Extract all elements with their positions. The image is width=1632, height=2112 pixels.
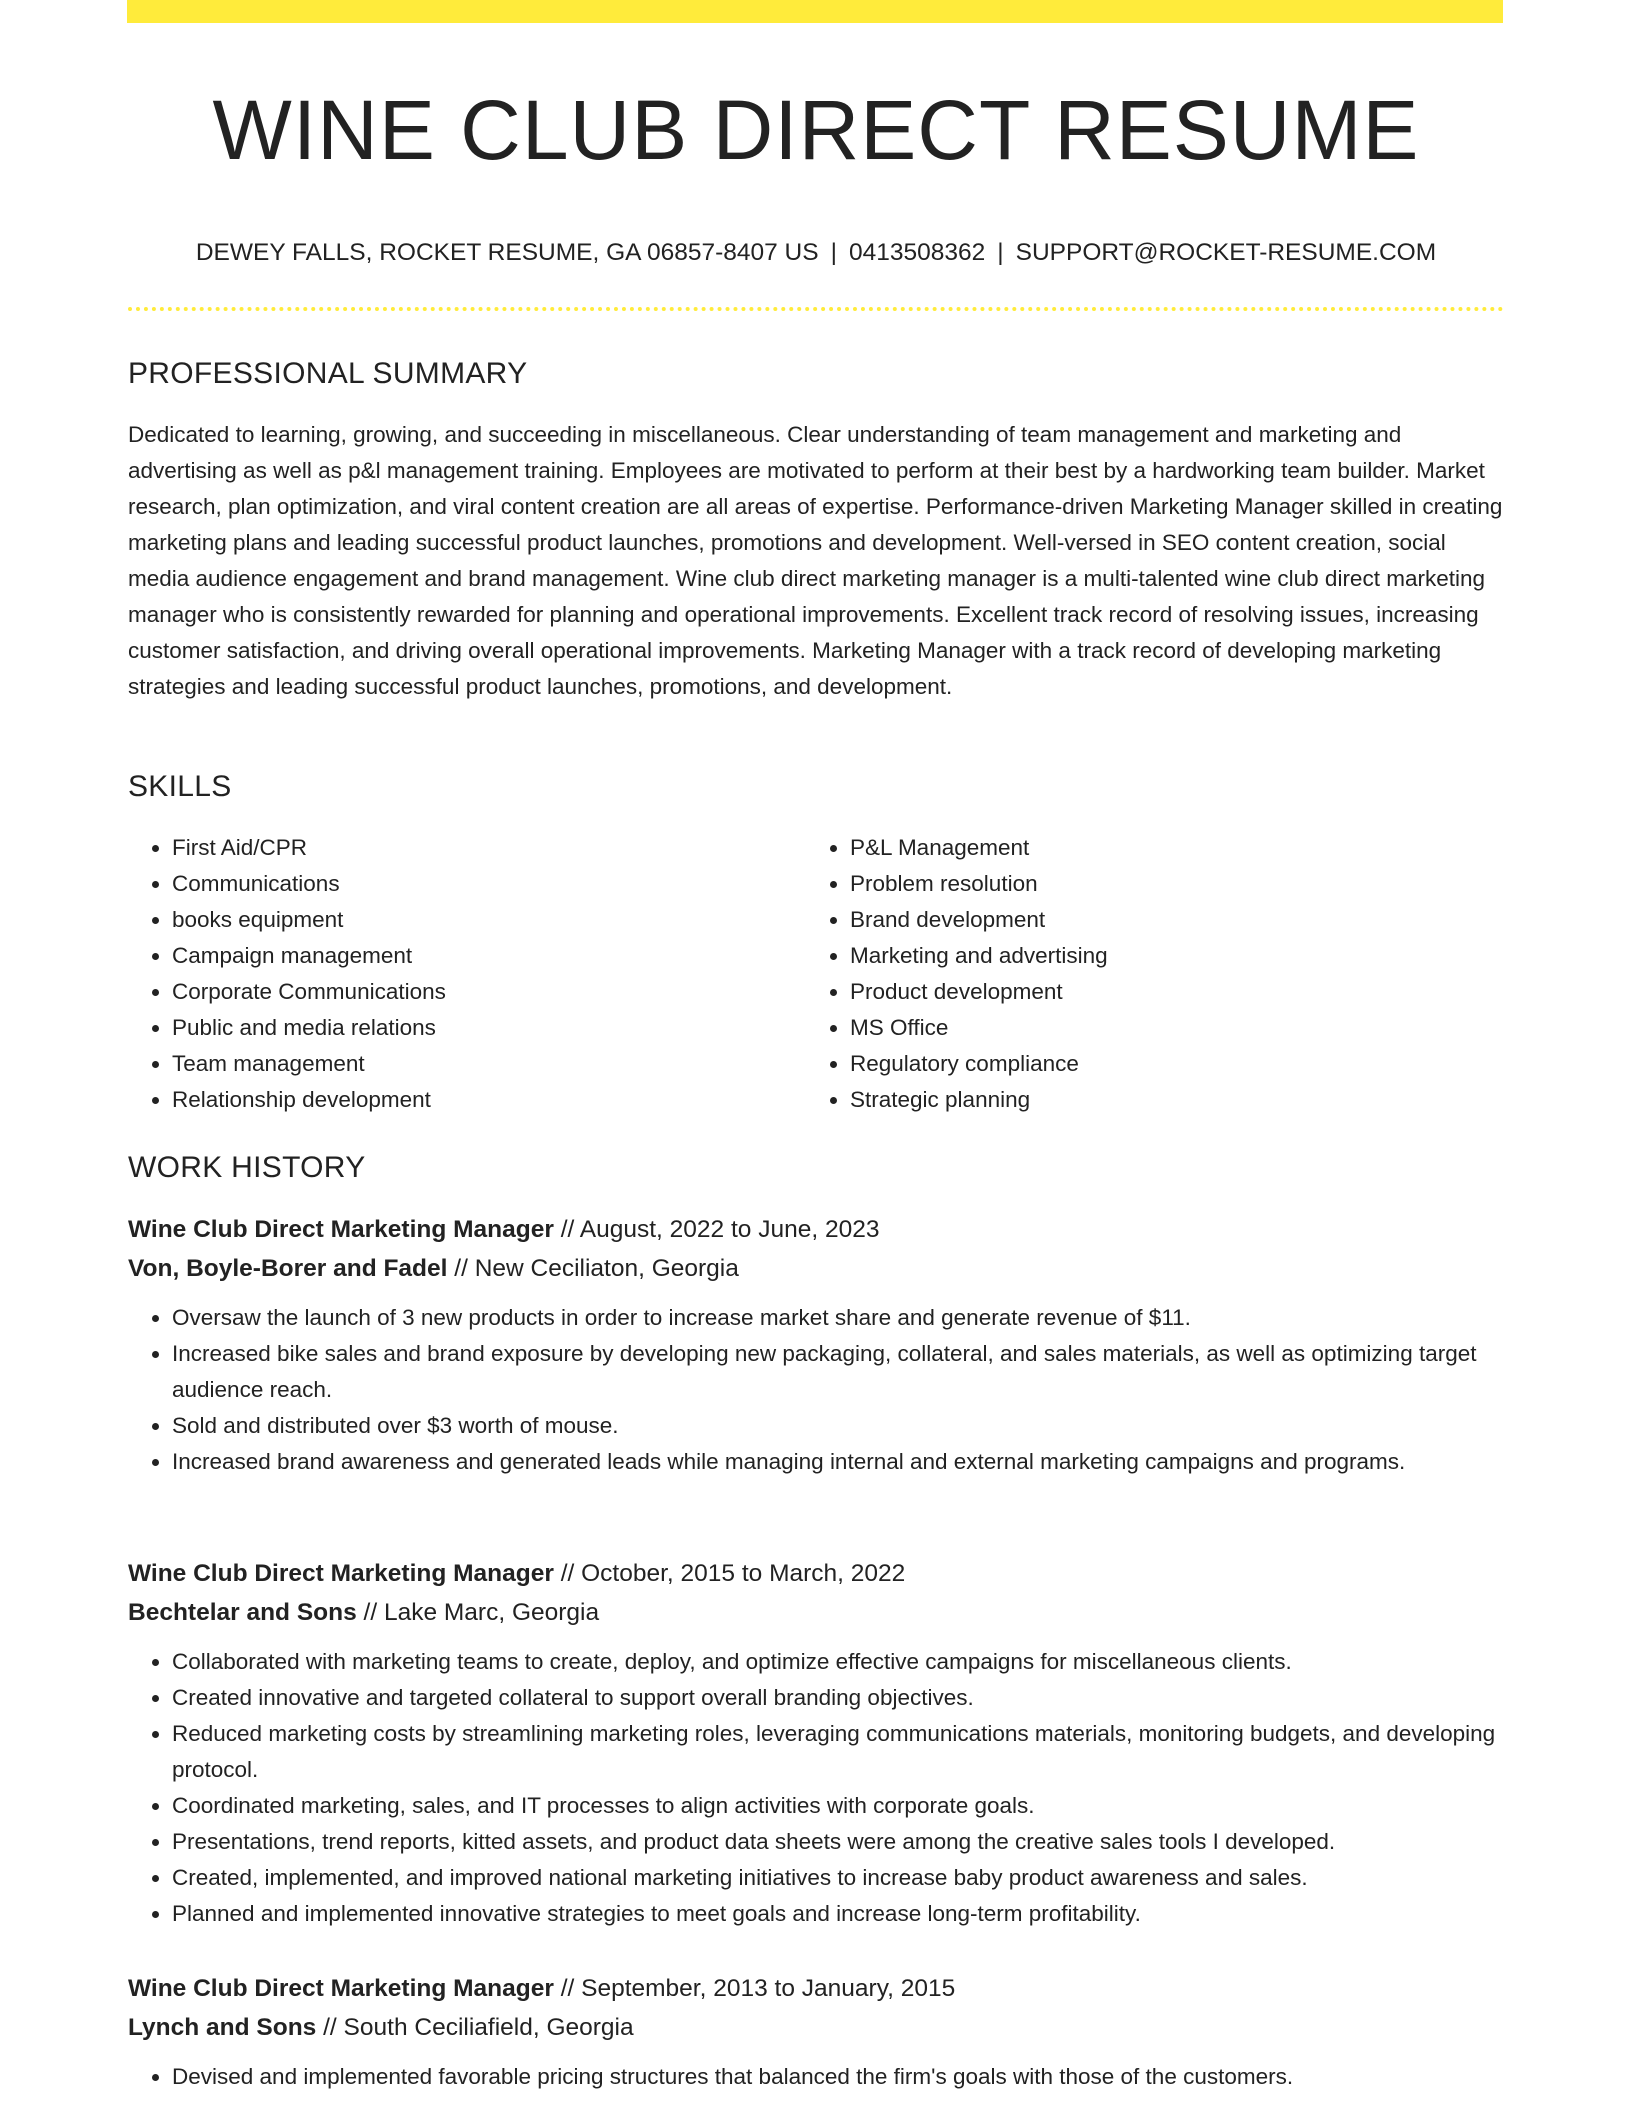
- skill-item: • Team management: [172, 1046, 812, 1082]
- job-company-line: [128, 2008, 1504, 2047]
- contact-address: DEWEY FALLS, ROCKET RESUME, GA 06857-8407 US: [195, 239, 819, 266]
- job-dates: // October, 2015 to March, 2022: [560, 1560, 906, 1587]
- work-history-heading: WORK HISTORY: [128, 1151, 366, 1184]
- contact-phone: 0413508362: [848, 239, 986, 266]
- skill-item: • Problem resolution: [850, 866, 1490, 902]
- job-bullet: • Planned and implemented innovative strategies to meet goals and increase long-term profitability.: [172, 1896, 1504, 1932]
- contact-separator: |: [830, 239, 837, 266]
- job-bullets: [128, 2059, 1504, 2095]
- job-bullet: • Created, implemented, and improved national marketing initiatives to increase baby product awareness and sales.: [172, 1860, 1504, 1896]
- job-role: Wine Club Direct Marketing Manager: [128, 1975, 554, 2002]
- contact-email: SUPPORT@ROCKET-RESUME.COM: [1015, 239, 1437, 266]
- skill-item: • P&L Management: [850, 830, 1490, 866]
- summary-heading: PROFESSIONAL SUMMARY: [128, 357, 528, 390]
- job-location: // New Ceciliaton, Georgia: [454, 1255, 739, 1282]
- job-bullet: • Sold and distributed over $3 worth of mouse.: [172, 1408, 1504, 1444]
- skill-item: • Corporate Communications: [172, 974, 812, 1010]
- skill-item: • books equipment: [172, 902, 812, 938]
- job-location: // Lake Marc, Georgia: [363, 1599, 600, 1626]
- skills-list-left: [128, 830, 812, 1118]
- job-company: Lynch and Sons: [128, 2014, 317, 2041]
- resume-content: [128, 0, 1504, 2089]
- skill-item: • MS Office: [850, 1010, 1490, 1046]
- job-bullet: • Devised and implemented favorable pricing structures that balanced the firm's goals with those of the customers.: [172, 2059, 1504, 2095]
- job-bullet: • Presentations, trend reports, kitted assets, and product data sheets were among the creative sales tools I developed.: [172, 1824, 1504, 1860]
- job-entry: [128, 1969, 1504, 2095]
- skill-item: • Brand development: [850, 902, 1490, 938]
- skill-item: • Strategic planning: [850, 1082, 1490, 1118]
- skill-item: • Regulatory compliance: [850, 1046, 1490, 1082]
- job-dates: // September, 2013 to January, 2015: [560, 1975, 956, 2002]
- job-company-line: [128, 1593, 1504, 1632]
- skill-item: • Communications: [172, 866, 812, 902]
- job-entry: [128, 1554, 1504, 1932]
- job-company: Von, Boyle-Borer and Fadel: [128, 1255, 448, 1282]
- job-company: Bechtelar and Sons: [128, 1599, 357, 1626]
- job-dates: // August, 2022 to June, 2023: [560, 1216, 880, 1243]
- job-bullet: • Increased bike sales and brand exposure by developing new packaging, collateral, and sales materials, as well as optimizing target audience reach.: [172, 1336, 1504, 1408]
- job-title-line: [128, 1210, 1504, 1249]
- contact-line: [128, 237, 1504, 269]
- job-entry: [128, 1210, 1504, 1480]
- header-divider: [128, 307, 1504, 311]
- job-role: Wine Club Direct Marketing Manager: [128, 1216, 554, 1243]
- skills-heading: SKILLS: [128, 770, 232, 803]
- job-bullet: • Coordinated marketing, sales, and IT processes to align activities with corporate goals.: [172, 1788, 1504, 1824]
- skill-item: • Public and media relations: [172, 1010, 812, 1046]
- job-title-line: [128, 1969, 1504, 2008]
- job-bullet: • Collaborated with marketing teams to create, deploy, and optimize effective campaigns for miscellaneous clients.: [172, 1644, 1504, 1680]
- summary-text: Dedicated to learning, growing, and succeeding in miscellaneous. Clear understanding of team management and marketing and advertising as well as p&l management training. Employees are motivated to perform at their best by a hardworking team builder. Market research, plan optimization, and viral content creation are all areas of expertise. Performance-driven Marketing Manager skilled in creating marketing plans and leading successful product launches, promotions and development. Well-versed in SEO content creation, social media audience engagement and brand management. Wine club direct marketing manager is a multi-talented wine club direct marketing manager who is consistently rewarded for planning and operational improvements. Excellent track record of resolving issues, increasing customer satisfaction, and driving overall operational improvements. Marketing Manager with a track record of developing marketing strategies and leading successful product launches, promotions, and development.: [128, 422, 1503, 699]
- job-bullet: • Reduced marketing costs by streamlining marketing roles, leveraging communications materials, monitoring budgets, and developing protocol.: [172, 1716, 1504, 1788]
- job-bullets: [128, 1644, 1504, 1932]
- job-bullet: • Created innovative and targeted collateral to support overall branding objectives.: [172, 1680, 1504, 1716]
- job-company-line: [128, 1249, 1504, 1288]
- skill-item: • Relationship development: [172, 1082, 812, 1118]
- job-bullet: • Oversaw the launch of 3 new products in order to increase market share and generate revenue of $11.: [172, 1300, 1504, 1336]
- job-bullet: • Increased brand awareness and generated leads while managing internal and external marketing campaigns and programs.: [172, 1444, 1504, 1480]
- skill-item: • Campaign management: [172, 938, 812, 974]
- resume-title: WINE CLUB DIRECT RESUME: [212, 83, 1420, 177]
- skills-list-right: [806, 830, 1490, 1118]
- skill-item: • First Aid/CPR: [172, 830, 812, 866]
- skill-item: • Marketing and advertising: [850, 938, 1490, 974]
- job-bullets: [128, 1300, 1504, 1480]
- job-title-line: [128, 1554, 1504, 1593]
- skill-item: • Product development: [850, 974, 1490, 1010]
- contact-separator: |: [997, 239, 1004, 266]
- job-location: // South Ceciliafield, Georgia: [323, 2014, 634, 2041]
- job-role: Wine Club Direct Marketing Manager: [128, 1560, 554, 1587]
